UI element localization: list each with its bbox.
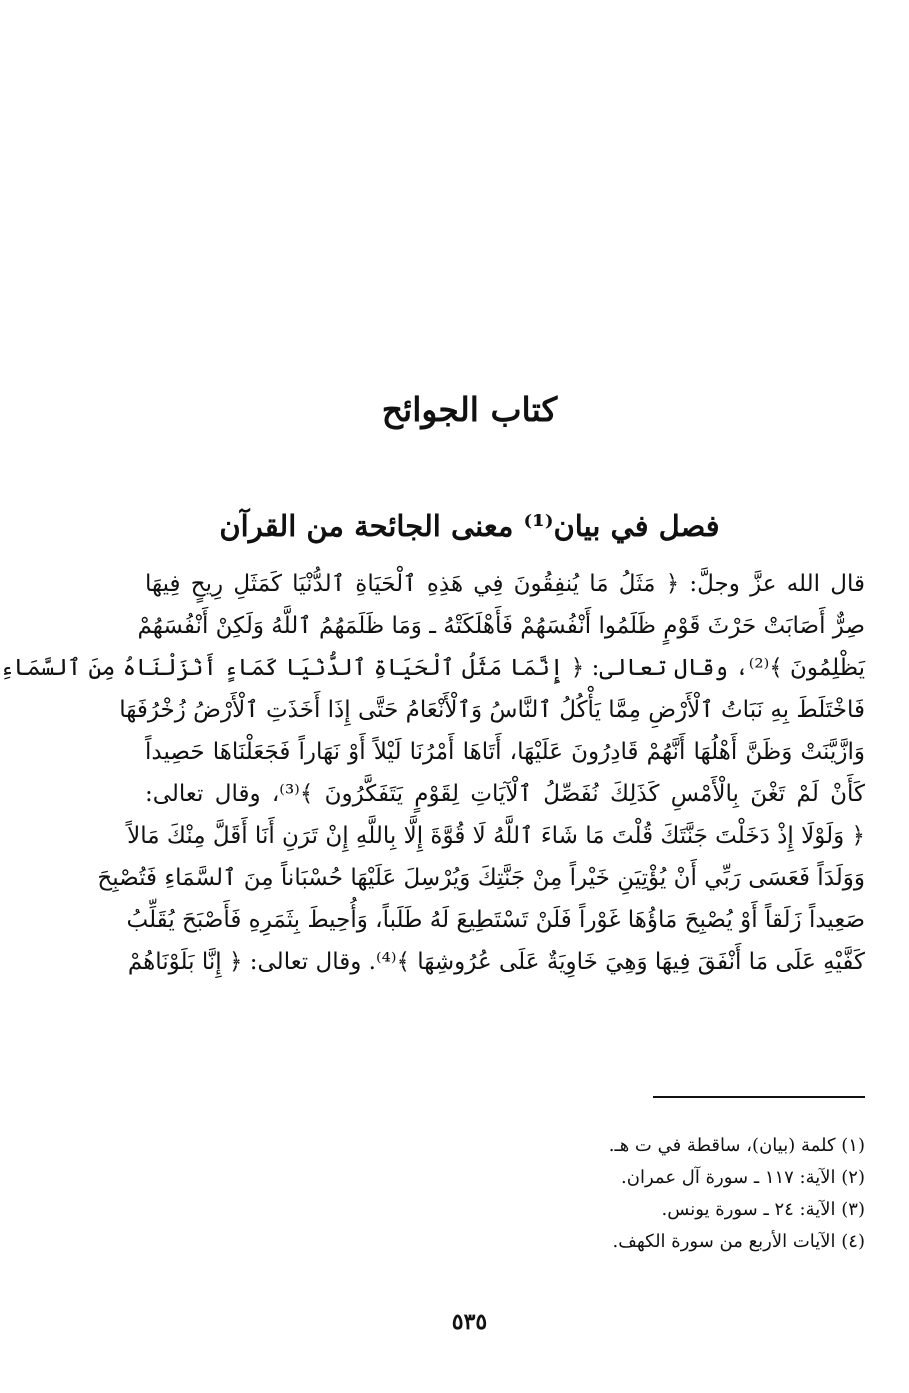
footnote-divider <box>653 1096 865 1098</box>
body-line: فَاخْتَلَطَ بِهِ نَبَاتُ ٱلْأَرْضِ مِمَّا يَأْكُلُ ٱلنَّاسُ وَٱلْأَنْعَامُ حَتَّى إِذَا أَخَذَتِ ٱلْأَرْضُ زُخْرُفَهَا <box>119 697 865 723</box>
body-line: صِرٌّ أَصَابَتْ حَرْثَ قَوْمٍ ظَلَمُوا أَنْفُسَهُمْ فَأَهْلَكَتْهُ ـ وَمَا ظَلَمَهُمُ ٱللَّهُ وَلَكِنْ أَنْفُسَهُمْ <box>137 613 865 639</box>
footnote-4: (٤) الآيات الأربع من سورة الكهف. <box>612 1231 865 1252</box>
footnote-2: (٢) الآية: ١١٧ ـ سورة آل عمران. <box>621 1167 865 1188</box>
body-line: كَفَّيْهِ عَلَى مَا أَنْفَقَ فِيهَا وَهِيَ خَاوِيَةٌ عَلَى عُرُوشِهَا ﴾⁽⁴⁾. وقال تعالى: ﴿ إِنَّا بَلَوْنَاهُمْ <box>127 949 865 975</box>
body-line: كَأَنْ لَمْ تَغْنَ بِالْأَمْسِ كَذَلِكَ نُفَصِّلُ ٱلْآيَاتِ لِقَوْمٍ يَتَفَكَّرُونَ ﴾⁽³⁾، وقال تعالى: <box>145 781 865 807</box>
footnotes <box>330 1130 865 1258</box>
body-line: يَظْلِمُونَ ﴾⁽²⁾، وقال تعالى: ﴿ إِنَّمَا مَثَلُ ٱلْحَيَاةِ ٱلدُّنْيَا كَمَاءٍ أَنْزَلْنَاهُ مِنَ ٱلسَّمَاءِ <box>0 655 865 681</box>
body-line: ﴿ وَلَوْلَا إِذْ دَخَلْتَ جَنَّتَكَ قُلْتَ مَا شَاءَ ٱللَّهُ لَا قُوَّةَ إِلَّا بِاللَّهِ إِنْ تَرَنِ أَنَا أَقَلَّ مِنْكَ مَالاً <box>127 823 865 849</box>
body-line: وَازَّيَّنَتْ وَظَنَّ أَهْلُهَا أَنَّهُمْ قَادِرُونَ عَلَيْهَا، أَتَاهَا أَمْرُنَا لَيْلاً أَوْ نَهَاراً فَجَعَلْنَاهَا حَصِيداً <box>145 739 865 765</box>
body-line: صَعِيداً زَلَقاً أَوْ يُصْبِحَ مَاؤُهَا غَوْراً فَلَنْ تَسْتَطِيعَ لَهُ طَلَباً، وَأُحِيطَ بِثَمَرِهِ فَأَصْبَحَ يُقَلِّبُ <box>126 907 865 933</box>
page-number: ٥٣٥ <box>451 1309 488 1335</box>
body-line: قال الله عزَّ وجلَّ: ﴿ مَثَلُ مَا يُنفِقُونَ فِي هَذِهِ ٱلْحَيَاةِ ٱلدُّنْيَا كَمَثَلِ رِيحٍ فِيهَا <box>145 571 865 597</box>
footnote-3: (٣) الآية: ٢٤ ـ سورة يونس. <box>661 1199 865 1220</box>
body-text <box>0 563 865 983</box>
body-line: وَوَلَدَاً فَعَسَى رَبِّي أَنْ يُؤْتِيَنِ خَيْراً مِنْ جَنَّتِكَ وَيُرْسِلَ عَلَيْهَا حُسْبَاناً مِنَ ٱلسَّمَاءِ فَتُصْبِحَ <box>97 865 865 891</box>
footnote-1: (١) كلمة (بيان)، ساقطة في ت هـ. <box>608 1135 865 1156</box>
section-title: فصل في بيان⁽¹⁾ معنى الجائحة من القرآن <box>219 509 720 543</box>
book-title: كتاب الجوائح <box>381 390 558 429</box>
